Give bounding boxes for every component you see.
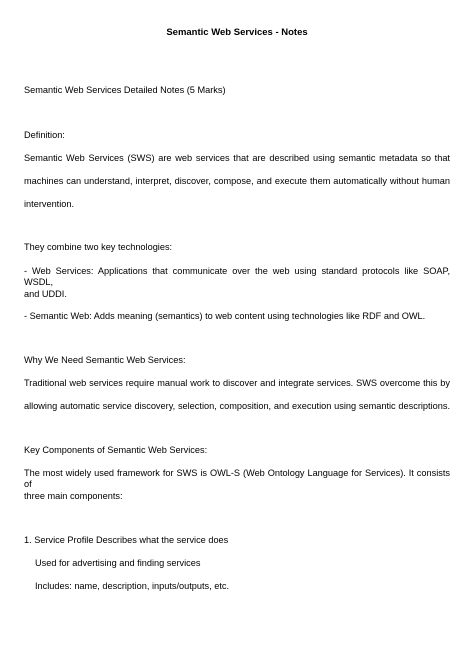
technologies-line: - Web Services: Applications that communicate over the web using standard protocols like SOAP, WSDL, xyxy=(24,266,450,287)
technologies-heading: They combine two key technologies: xyxy=(24,242,173,252)
components-line: three main components: xyxy=(24,491,123,501)
document-subtitle: Semantic Web Services Detailed Notes (5 Marks) xyxy=(24,85,226,95)
technologies-line: - Semantic Web: Adds meaning (semantics) to web content using technologies like RDF and OWL. xyxy=(24,311,426,321)
why-line: Traditional web services require manual work to discover and integrate services. SWS overcome this by xyxy=(24,378,450,388)
document-title: Semantic Web Services - Notes xyxy=(166,27,308,38)
service-profile-line: Includes: name, description, inputs/outputs, etc. xyxy=(35,581,230,591)
definition-line: machines can understand, interpret, discover, compose, and execute them automatically without human xyxy=(24,176,450,186)
definition-line: intervention. xyxy=(24,199,75,209)
service-profile-line: Used for advertising and finding services xyxy=(35,558,201,568)
why-line: allowing automatic service discovery, selection, composition, and execution using semantic descriptions. xyxy=(24,401,450,411)
service-profile-heading: 1. Service Profile Describes what the service does xyxy=(24,535,229,545)
components-heading: Key Components of Semantic Web Services: xyxy=(24,445,208,455)
definition-heading: Definition: xyxy=(24,130,65,140)
definition-line: Semantic Web Services (SWS) are web services that are described using semantic metadata so that xyxy=(24,153,450,163)
why-heading: Why We Need Semantic Web Services: xyxy=(24,355,186,365)
components-line: The most widely used framework for SWS is OWL-S (Web Ontology Language for Services). It consists of xyxy=(24,468,450,489)
technologies-line: and UDDI. xyxy=(24,289,67,299)
